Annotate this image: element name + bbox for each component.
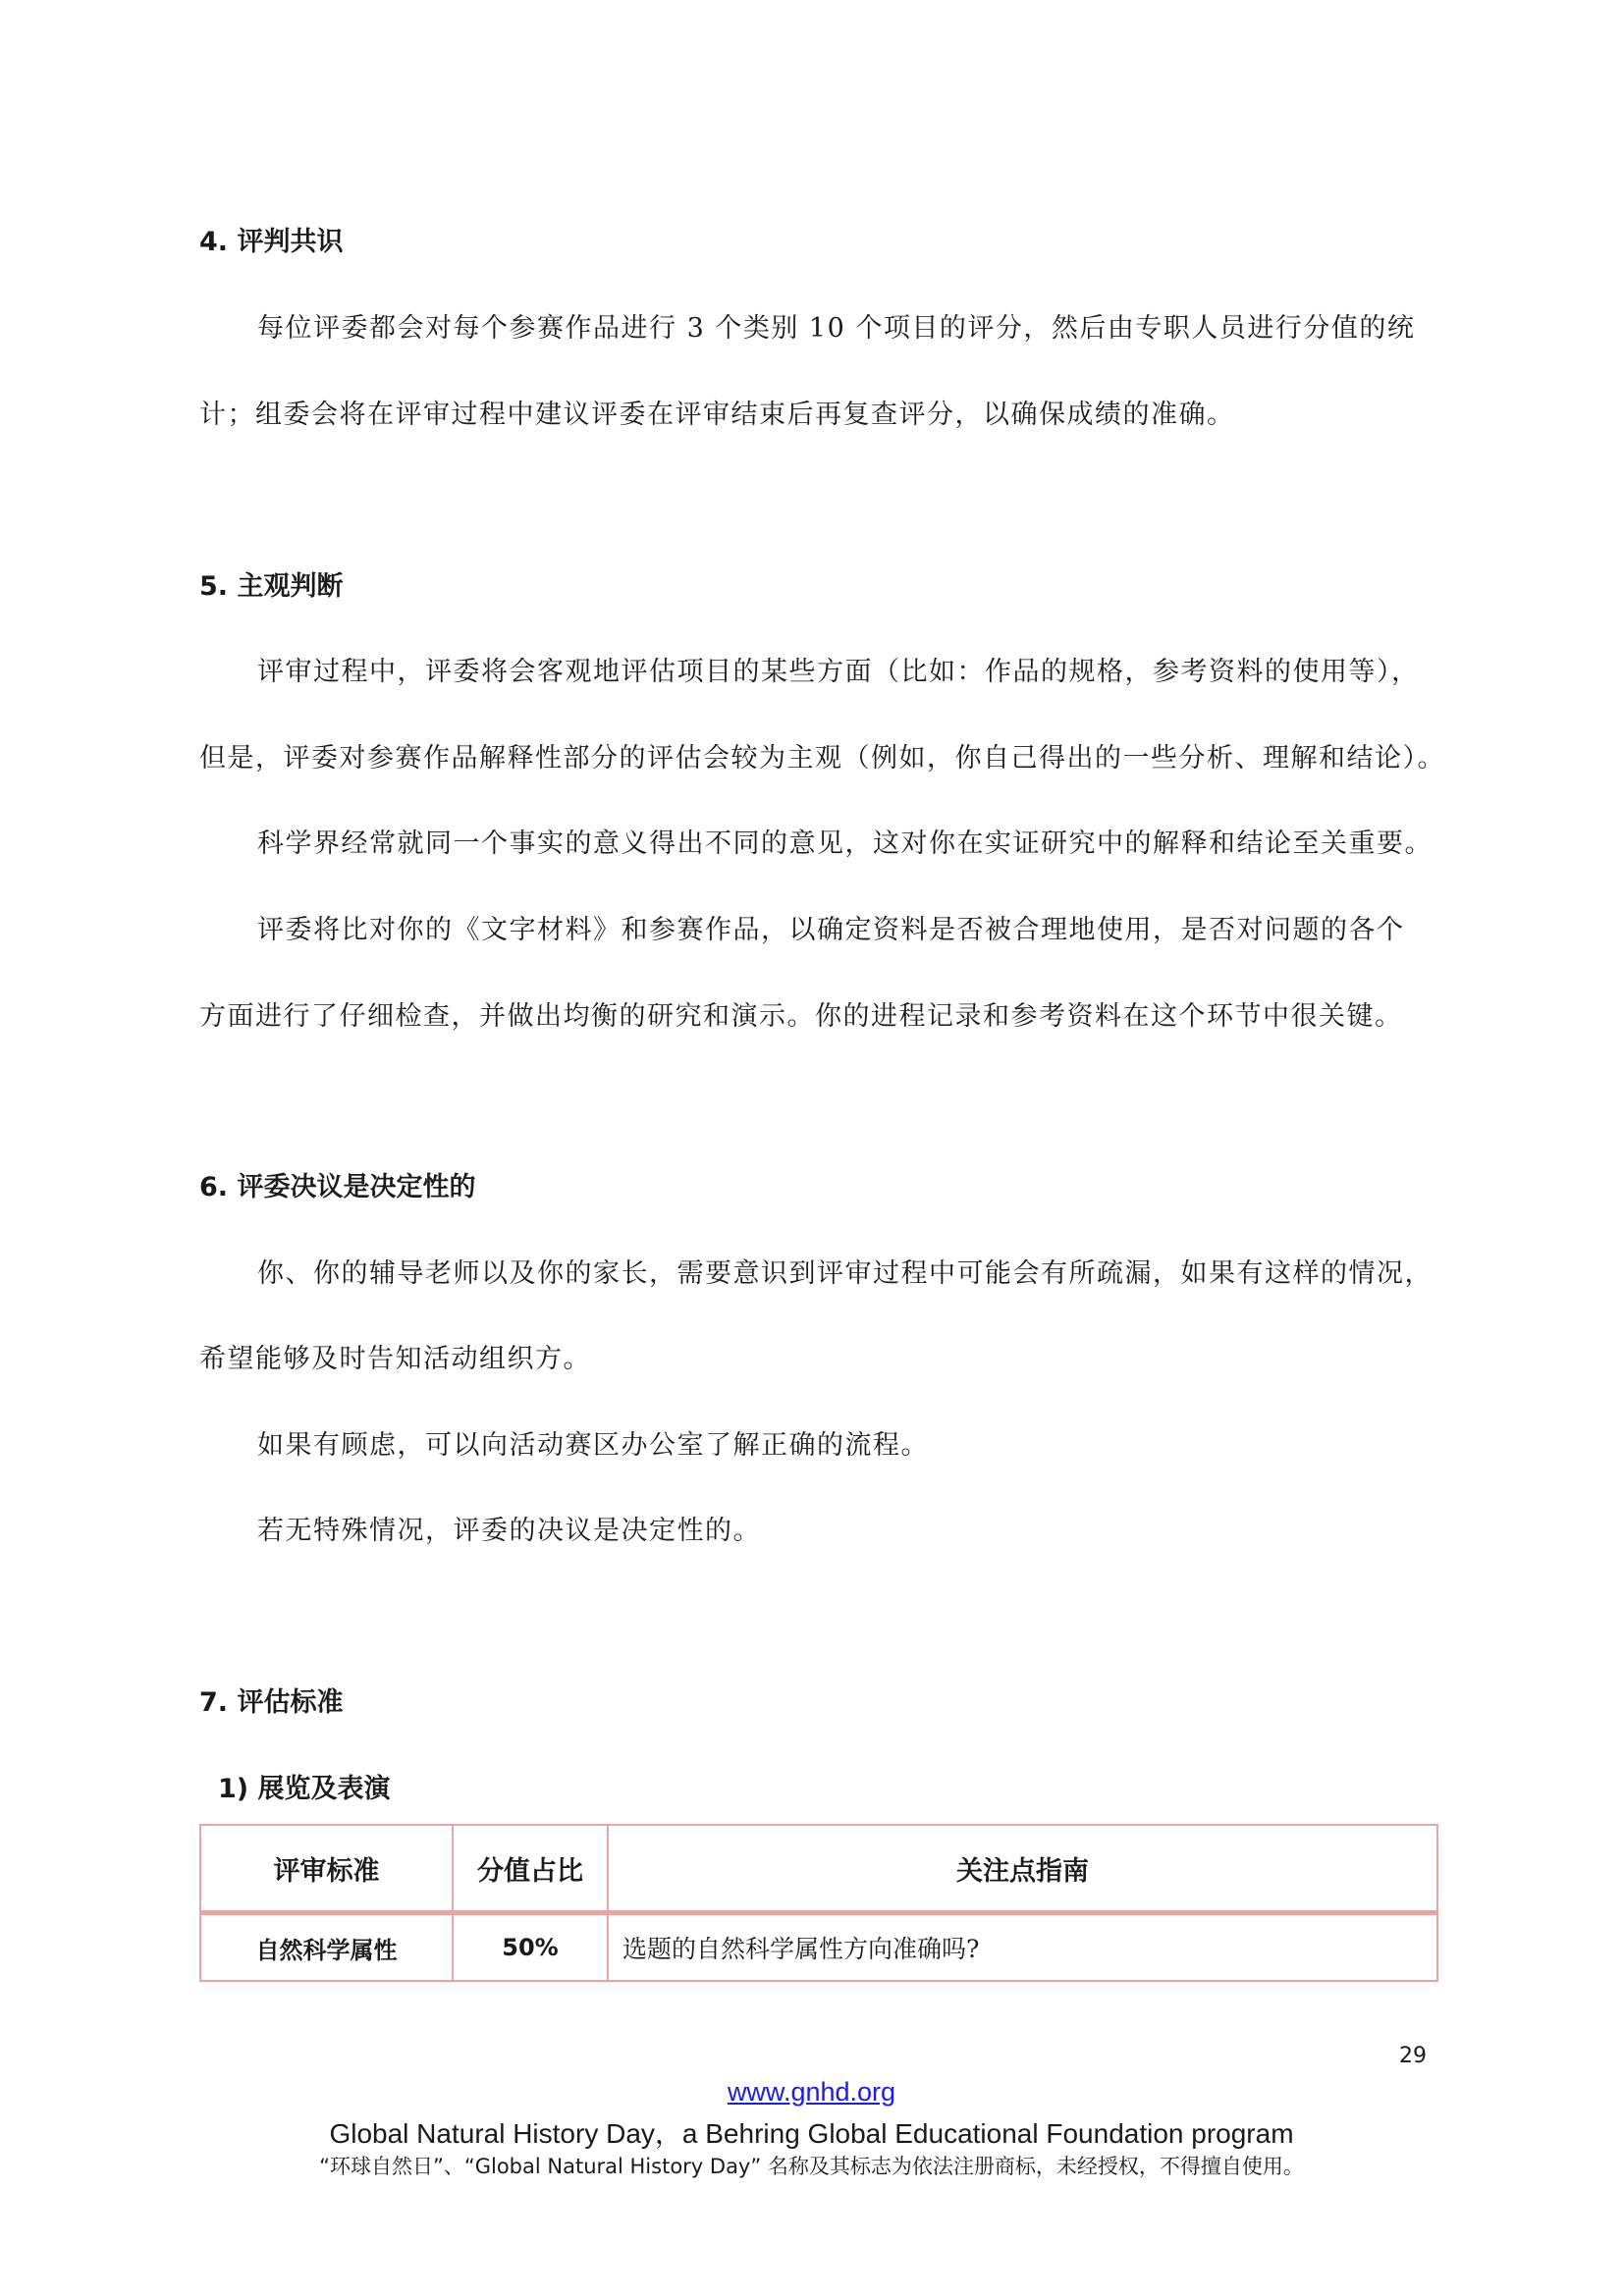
- section-5-paragraph-1: 评审过程中，评委将会客观地评估项目的某些方面（比如：作品的规格，参考资料的使用等），: [257, 657, 1420, 687]
- section-4-paragraph-2: 计；组委会将在评审过程中建议评委在评审结束后再复查评分，以确保成绩的准确。: [199, 400, 1235, 430]
- section-6-paragraph-4: 若无特殊情况，评委的决议是决定性的。: [257, 1516, 761, 1546]
- criteria-table: [199, 1824, 1438, 1982]
- section-5-paragraph-5: 方面进行了仔细检查，并做出均衡的研究和演示。你的进程记录和参考资料在这个环节中很关键。: [199, 1001, 1403, 1032]
- section-5-heading: 5. 主观判断: [199, 571, 344, 602]
- section-6-paragraph-3: 如果有顾虑，可以向活动赛区办公室了解正确的流程。: [257, 1430, 929, 1461]
- section-5-paragraph-4: 评委将比对你的《文字材料》和参赛作品，以确定资料是否被合理地使用，是否对问题的各个: [257, 915, 1405, 945]
- footer-program-text: Global Natural History Day，a Behring Global Educational Foundation program: [329, 2118, 1294, 2149]
- section-6-heading: 6. 评委决议是决定性的: [199, 1172, 476, 1202]
- section-7-heading: 7. 评估标准: [199, 1687, 344, 1718]
- cell-focus-guide: 选题的自然科学属性方向准确吗?: [608, 1913, 1437, 1982]
- section-4-paragraph-1: 每位评委都会对每个参赛作品进行 3 个类别 10 个项目的评分，然后由专职人员进行分值的统: [257, 313, 1416, 344]
- cell-score-ratio: 50%: [453, 1913, 608, 1982]
- section-7-subheading: 1) 展览及表演: [218, 1774, 391, 1804]
- section-6-paragraph-1: 你、你的辅导老师以及你的家长，需要意识到评审过程中可能会有所疏漏，如果有这样的情况，: [257, 1258, 1433, 1289]
- section-5-paragraph-3: 科学界经常就同一个事实的意义得出不同的意见，这对你在实证研究中的解释和结论至关重要。: [257, 828, 1433, 859]
- header-focus-guide: 关注点指南: [608, 1825, 1437, 1913]
- header-criteria: 评审标准: [200, 1825, 453, 1913]
- page-number: 29: [1399, 2044, 1427, 2068]
- section-6-paragraph-2: 希望能够及时告知活动组织方。: [199, 1344, 591, 1374]
- table-row: [200, 1913, 1437, 1982]
- section-5-paragraph-2: 但是，评委对参赛作品解释性部分的评估会较为主观（例如，你自己得出的一些分析、理解和结论）。: [199, 743, 1445, 774]
- table-header-row: [200, 1825, 1437, 1913]
- cell-criteria: 自然科学属性: [200, 1913, 453, 1982]
- section-4-heading: 4. 评判共识: [199, 227, 344, 257]
- footer-url-link[interactable]: www.gnhd.org: [727, 2077, 896, 2107]
- header-score-ratio: 分值占比: [453, 1825, 608, 1913]
- footer-trademark-notice: “环球自然日”、“Global Natural History Day” 名称及其标志为依法注册商标，未经授权，不得擅自使用。: [319, 2155, 1304, 2178]
